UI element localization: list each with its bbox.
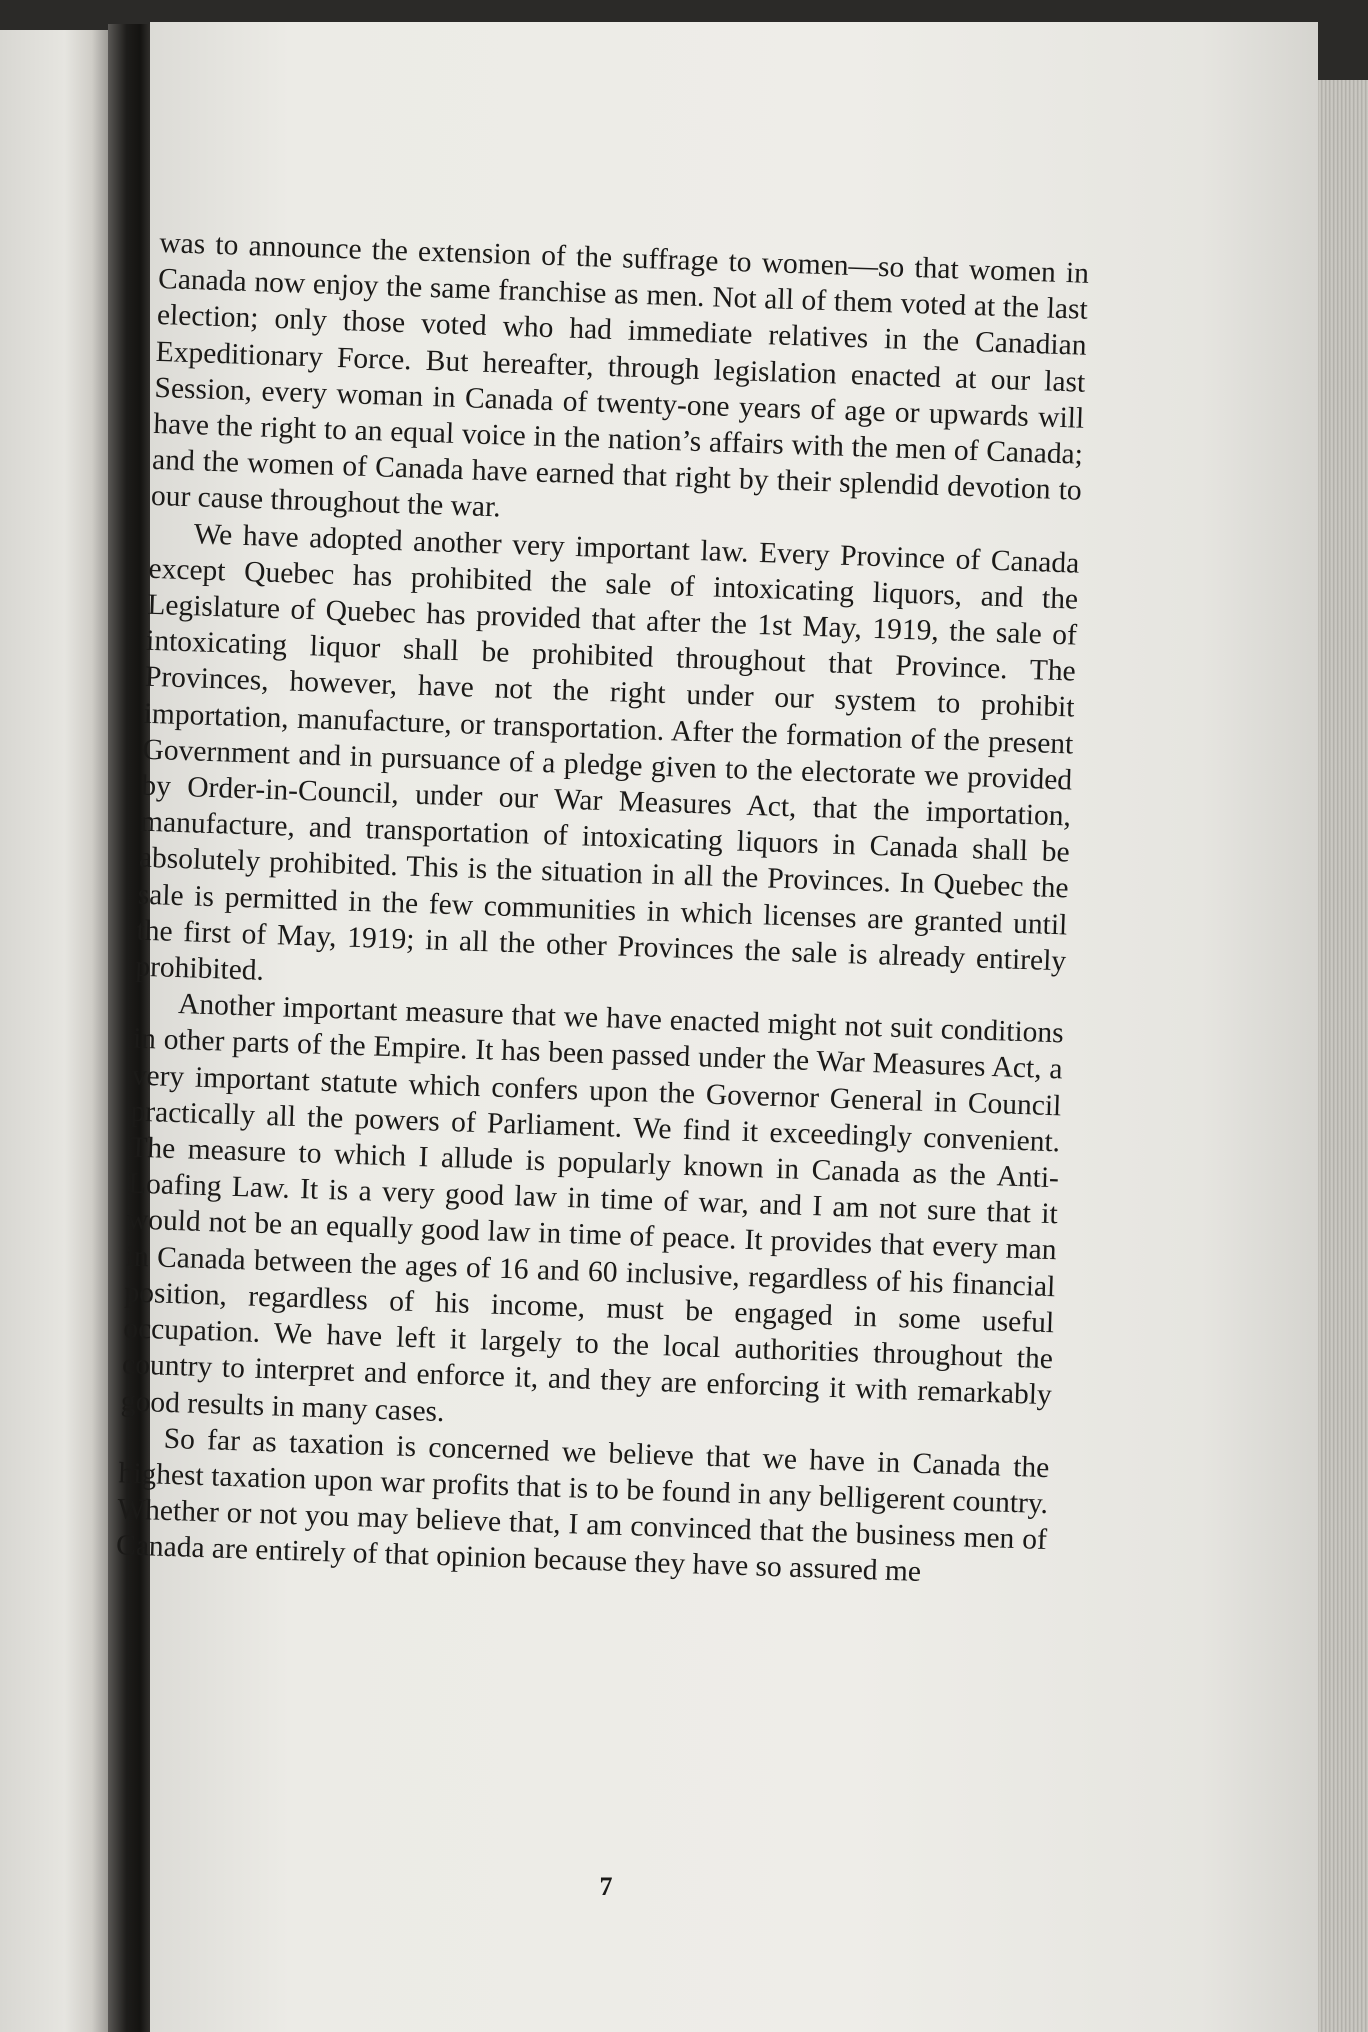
paragraph-taxation: So far as taxation is concerned we believe that we have in Canada the highest taxation upon war profits that is to be found in any belligerent country. Whether or not you may believe that, I am convinced that the business men of Canada are entirely of that opinion because they have so assured me [115,1422,1050,1589]
page-stack-edges [1318,80,1368,2032]
body-text [116,225,1090,1595]
paragraph-prohibition: We have adopted another very important law. Every Province of Canada except Quebec has prohibited the sale of intoxicating liquors, and the Legislature of Quebec has provided that after the 1st May, 1919, the sale of intoxicating liquor shall be prohibited throughout that Province. The Provinces, however, have not the right under our system to prohibit importation, manufacture, or transportation. After the formation of the present Government and in pursuance of a pledge given to the electorate we provided by Order-in-Council, under our War Measures Act, that the importation, manufacture, and transportation of intoxicating liquors in Canada shall be absolutely prohibited. This is the situation in all the Provinces. In Quebec the sale is permitted in the few communities in which licenses are granted until the first of May, 1919; in all the other Provinces the sale is already entirely prohibited. [134,517,1080,987]
facing-page-edge [0,30,108,2032]
paragraph-anti-loafing-law: Another important measure that we have enacted might not suit conditions in other parts of the Empire. It has been passed under the War Measures Act, a very important statute which confers upon the Governor General in Council practically all the powers of Parliament. We find it exceedingly convenient. The measure to which I allude is popularly known in Canada as the Anti-Loafing Law. It is a very good law in time of war, and I am not sure that it would not be an equally good law in time of peace. It provides that every man in Canada between the ages of 16 and 60 inclusive, regardless of his financial position, regardless of his income, must be engaged in some useful occupation. We have left it largely to the local authorities throughout the country to interpret and enforce it, and they are enforcing it with remarkably good results in many cases. [120,988,1065,1428]
page-number: 7 [599,1872,613,1901]
paragraph-suffrage: was to announce the extension of the suffrage to women—so that women in Canada now enjoy the same franchise as men. Not all of them voted at the last election; only those voted who had immediate relatives in the Canadian Expeditionary Force. But hereafter, through legislation enacted at our last Session, every woman in Canada of twenty-one years of age or upwards will have the right to an equal voice in the nation’s affairs with the men of Canada; and the women of Canada have earned that right by their splendid devotion to our cause throughout the war. [150,226,1090,524]
